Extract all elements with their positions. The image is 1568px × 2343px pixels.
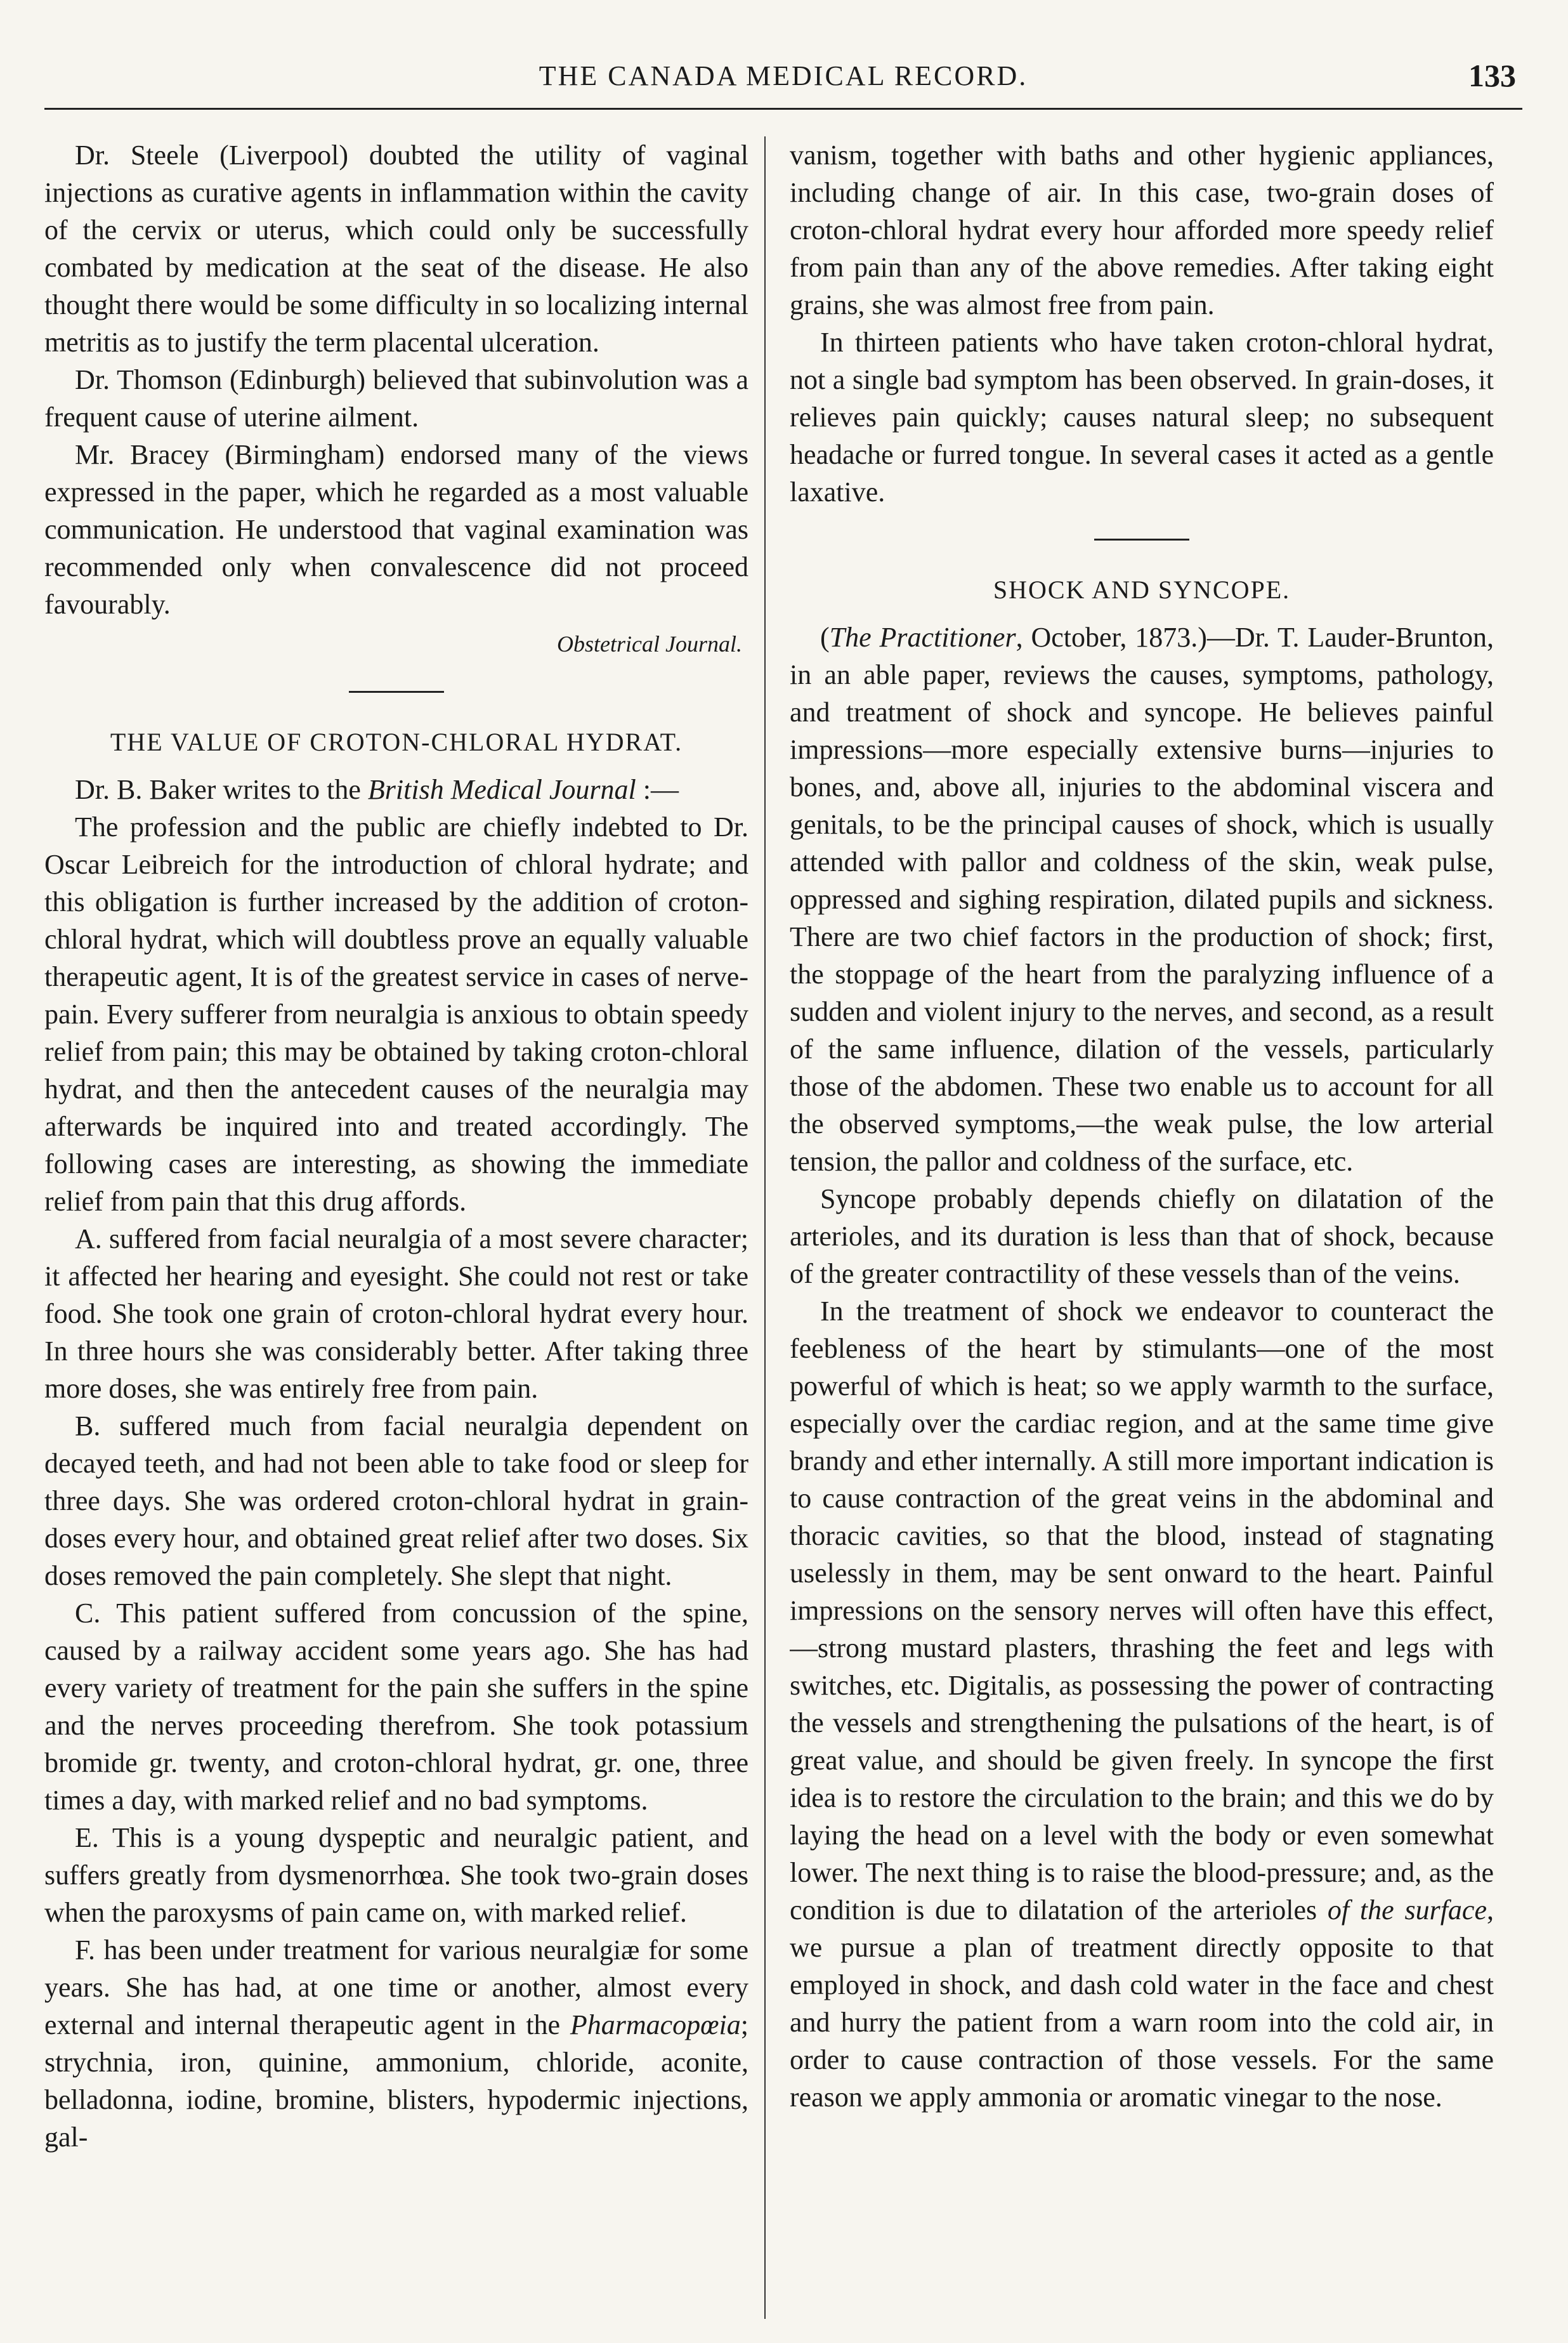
paragraph: Dr. Thomson (Edinburgh) believed that subinvolution was a frequent cause of uterine ailment. (44, 364, 748, 433)
paragraph-intro (44, 771, 748, 808)
case-paragraph: B. suffered much from facial neuralgia dependent on decayed teeth, and had not been able to take food or sleep for three days. She was ordered croton-chloral hydrat in grain-doses every hour, and obtained great relief after two doses. Six doses removed the pain completely. She slept that night. (44, 1410, 748, 1591)
paragraph-text: In the treatment of shock we endeavor to counteract the feebleness of the heart by stimulants—one of the most powerful of which is heat; so we apply warmth to the surface, especially over the cardiac region, and at the same time give brandy and ether internally. A still more important indication is to cause contraction of the great veins in the abdominal and thoracic cavities, so that the blood, instead of stagnating uselessly in them, may be sent onward to the heart. Painful impressions on the sensory nerves will often have this effect,—strong mustard plasters, thrashing the feet and legs with switches, etc. Digitalis, as possessing the power of contracting the vessels and strengthening the pulsations of the heart, is of great value, and should be given freely. In syncope the first idea is to restore the circulation to the brain; and this we do by laying the head on a level with the body or even somewhat lower. The next thing is to raise the blood-pressure; and, as the condition is due to dilatation of the arterioles (790, 1296, 1494, 1926)
left-column (44, 136, 748, 2319)
running-title: THE CANADA MEDICAL RECORD. (539, 60, 1028, 91)
journal-name: British Medical Journal (367, 774, 636, 805)
section-rule (349, 691, 444, 693)
paragraph: Dr. Steele (Liverpool) doubted the utility of vaginal injections as curative agents in inflammation within the cavity of the cervix or uterus, which could only be successfully combated by medication at the seat of the disease. He also thought there would be some difficulty in so localizing internal metritis as to justify the term placental ulceration. (44, 140, 748, 358)
section-rule (1094, 539, 1189, 541)
right-column (790, 136, 1494, 2319)
italic-phrase: of the surface (1327, 1894, 1487, 1926)
case-paragraph: A. suffered from facial neuralgia of a most severe character; it affected her hearing and eyesight. She could not rest or take food. She took one grain of croton-chloral hydrat every hour. In three hours she was considerably better. After taking three more doses, she was entirely free from pain. (44, 1223, 748, 1404)
article-heading: THE VALUE OF CROTON-CHLORAL HYDRAT. (110, 728, 683, 756)
case-paragraph: C. This patient suffered from concussion of the spine, caused by a railway accident some years ago. She has had every variety of treatment for the pain she suffers in the spine and the nerves proceeding therefrom. She took potassium bromide gr. twenty, and croton-chloral hydrat, gr. one, three times a day, with marked relief and no bad symptoms. (44, 1598, 748, 1816)
paragraph (790, 1292, 1494, 2116)
intro-text-end: :— (636, 774, 679, 805)
article-heading: SHOCK AND SYNCOPE. (993, 575, 1291, 604)
paragraph: In thirteen patients who have taken croton-chloral hydrat, not a single bad symptom has been observed. In grain-doses, it relieves pain quickly; causes natural sleep; no subsequent headache or furred tongue. In several cases it acted as a gentle laxative. (790, 327, 1494, 508)
paragraph-text: , October, 1873.)—Dr. T. Lauder-Brunton, in an able paper, reviews the causes, symptoms, pathology, and treatment of shock and syncope. He believes painful impressions—more especially extensive burns—injuries to bones, and, above all, injuries to the abdominal viscera and genitals, to be the principal causes of shock, which is usually attended with pallor and coldness of the skin, weak pulse, oppressed and sighing respiration, dilated pupils and sickness. There are two chief factors in the production of shock; first, the stoppage of the heart from the paralyzing influence of a sudden and violent injury to the nerves, and second, as a result of the same influence, dilation of the vessels, particularly those of the abdomen. These two enable us to account for all the observed symptoms,—the weak pulse, the low arterial tension, the pallor and coldness of the surface, etc. (790, 622, 1494, 1177)
source-citation: Obstetrical Journal. (557, 631, 742, 657)
column-divider (764, 136, 766, 2319)
case-paragraph (44, 1931, 748, 2156)
paragraph-continued: vanism, together with baths and other hygienic appliances, including change of air. In this case, two-grain doses of croton-chloral hydrat every hour afforded more speedy relief from pain than any of the above remedies. After taking eight grains, she was almost free from pain. (790, 140, 1494, 320)
page-number: 133 (1468, 58, 1516, 93)
paren-open: ( (820, 622, 830, 653)
case-text-end: ; strychnia, iron, quinine, ammonium, chloride, aconite, belladonna, iodine, bromine, blisters, hypodermic injections, gal- (44, 2009, 748, 2153)
paragraph: Mr. Bracey (Birmingham) endorsed many of the views expressed in the paper, which he regarded as a most valuable communication. He understood that vaginal examination was recommended only when convalescence did not proceed favourably. (44, 439, 748, 620)
journal-name: The Practitioner (829, 622, 1016, 653)
intro-text: Dr. B. Baker writes to the (75, 774, 368, 805)
case-text: F. has been under treatment for various neuralgiæ for some years. She has had, at one time or another, almost every external and internal therapeutic agent in the (44, 1934, 748, 2040)
paragraph (790, 619, 1494, 1180)
page-header (44, 51, 1522, 110)
case-paragraph: E. This is a young dyspeptic and neuralgic patient, and suffers greatly from dysmenorrhœa. She took two-grain doses when the paroxysms of pain came on, with marked relief. (44, 1822, 748, 1928)
pharmacopoeia-italic: Pharmacopœia (570, 2009, 741, 2040)
paragraph-text-end: , we pursue a plan of treatment directly opposite to that employed in shock, and dash cold water in the face and chest and hurry the patient from a warn room into the cold air, in order to cause contraction of those vessels. For the same reason we apply ammonia or aromatic vinegar to the nose. (790, 1894, 1494, 2113)
paragraph: The profession and the public are chiefly indebted to Dr. Oscar Leibreich for the introduction of chloral hydrate; and this obligation is further increased by the addition of croton-chloral hydrat, which will doubtless prove an equally valuable therapeutic agent, It is of the greatest service in cases of nerve-pain. Every sufferer from neuralgia is anxious to obtain speedy relief from pain; this may be obtained by taking croton-chloral hydrat, and then the antecedent causes of the neuralgia may afterwards be inquired into and treated accordingly. The following cases are interesting, as showing the immediate relief from pain that this drug affords. (44, 811, 748, 1217)
paragraph: Syncope probably depends chiefly on dilatation of the arterioles, and its duration is less than that of shock, because of the greater contractility of these vessels than of the veins. (790, 1183, 1494, 1289)
